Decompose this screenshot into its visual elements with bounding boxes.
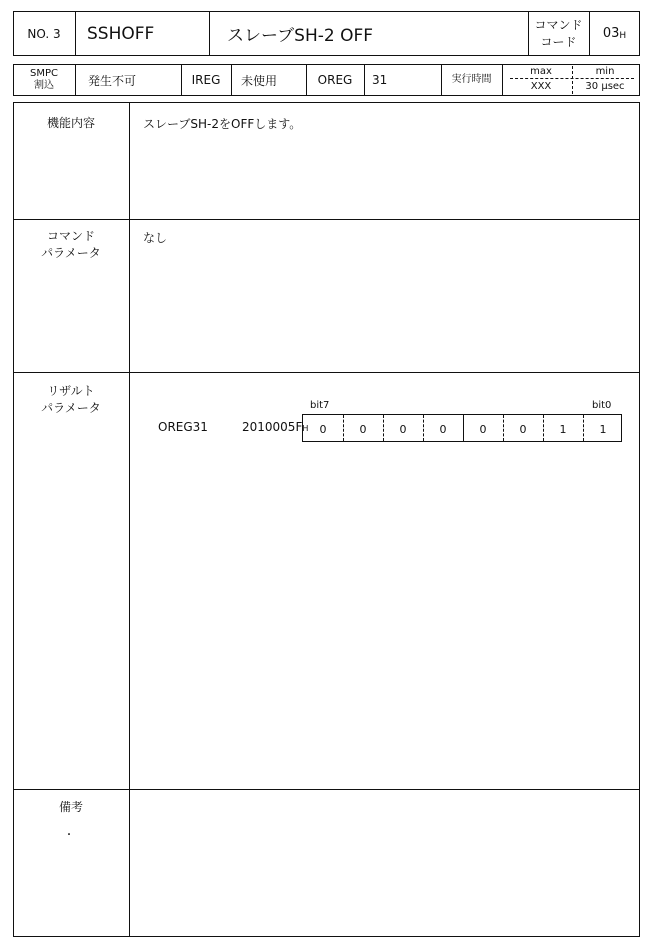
oreg-value: 31 [372, 73, 388, 87]
ireg-label: IREG [191, 73, 221, 87]
result-params-label: リザルト パラメータ [41, 384, 101, 415]
bit-register-grid [302, 414, 622, 442]
command-name: SSHOFF [87, 23, 155, 44]
exec-time-label: 実行時間 [451, 74, 492, 85]
bit-cell: 1 [559, 422, 567, 436]
bit-cell: 1 [599, 422, 607, 436]
bit-cell: 0 [439, 422, 447, 436]
command-code-value [589, 11, 640, 56]
min-value: 30 μsec [585, 81, 625, 92]
result-register-name: OREG31 [158, 420, 208, 434]
max-label: max [530, 65, 552, 77]
result-register-address [242, 420, 308, 434]
number-label: NO. 3 [27, 26, 61, 41]
min-label: min [595, 65, 615, 77]
code-label-line1: コマンド [534, 17, 583, 32]
command-title: スレーブSH-2 OFF [227, 26, 374, 46]
function-section-label: 機能内容 [46, 116, 95, 130]
notes-bullet-mark: ・ [64, 830, 74, 841]
code-suffix: H [619, 30, 627, 41]
max-value: XXX [530, 81, 552, 92]
command-code-label [528, 11, 589, 56]
bit-cell: 0 [479, 422, 487, 436]
smpc-label-line2: 割込 [34, 80, 54, 91]
address-suffix: H [302, 424, 309, 433]
smpc-interrupt-label [13, 64, 75, 96]
bit7-label: bit7 [310, 400, 330, 411]
bit0-label: bit0 [592, 400, 612, 411]
code-value: 03 [602, 26, 620, 41]
address-value: 2010005F [242, 420, 303, 434]
notes-label: 備考 [58, 800, 83, 814]
smpc-label-line1: SMPC [30, 68, 58, 79]
oreg-label: OREG [317, 73, 353, 87]
bit-cell: 0 [519, 422, 527, 436]
ireg-value: 未使用 [241, 73, 278, 88]
command-params-value: なし [143, 231, 168, 245]
bit-cell: 0 [359, 422, 367, 436]
bit-cell: 0 [319, 422, 327, 436]
smpc-interrupt-value: 発生不可 [88, 73, 137, 88]
bit-cell: 0 [399, 422, 407, 436]
code-label-line2: コード [540, 34, 577, 49]
command-params-label: コマンド パラメータ [41, 229, 101, 260]
function-description: スレーブSH-2をOFFします。 [143, 117, 302, 131]
